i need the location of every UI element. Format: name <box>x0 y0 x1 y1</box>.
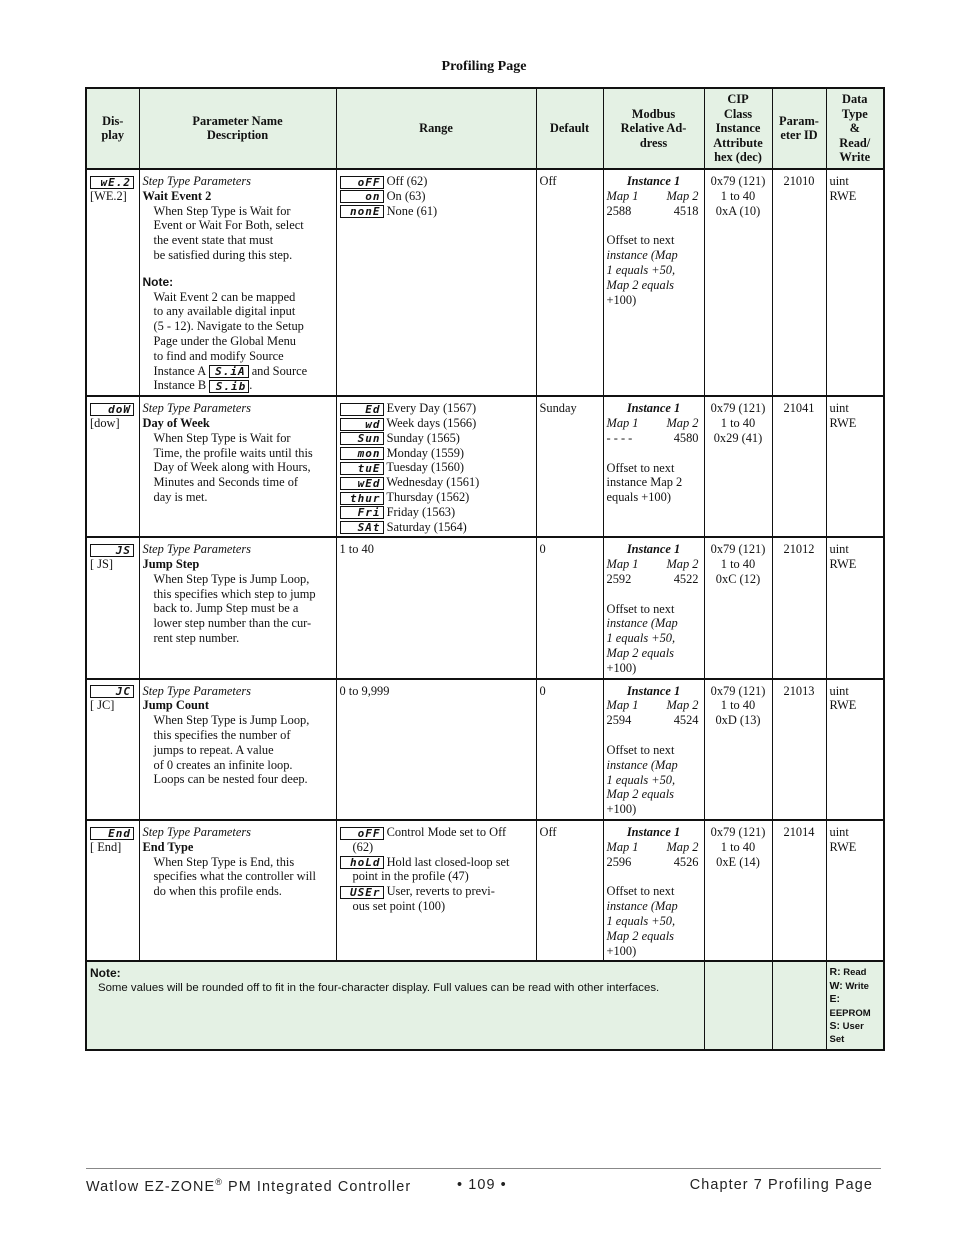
parameter-description: When Step Type is End, this specifies what the controller will do when this profile ends. <box>153 854 316 899</box>
modbus-instance-label: Instance 1 <box>626 542 681 557</box>
display-cell <box>86 537 139 678</box>
seven-segment-display-code: Ed <box>340 403 384 416</box>
footer-divider <box>86 1168 881 1169</box>
seven-segment-display-code: End <box>90 827 134 840</box>
modbus-map-labels: Map 1 Map 2 <box>606 188 699 203</box>
range-option: oFF Control Mode set to Off <box>340 825 533 840</box>
range-option: wEd Wednesday (1561) <box>340 475 533 490</box>
parameter-description: When Step Type is Wait for Time, the profile waits until this Day of Week along with Hours, Minutes and Seconds time of day is met. <box>153 430 313 504</box>
note-cell <box>86 961 704 1049</box>
modbus-map-values: 2596 4526 <box>606 854 699 869</box>
parameter-alias: [ JC] <box>90 698 115 713</box>
range-option: mon Monday (1559) <box>340 446 533 461</box>
range-cell <box>336 169 536 396</box>
note-blank-cell <box>772 961 826 1049</box>
seven-segment-display-code: doW <box>90 403 134 416</box>
seven-segment-display-code: Fri <box>340 506 384 519</box>
range-option: hoLd Hold last closed-loop set <box>340 855 533 870</box>
note-blank-cell <box>704 961 772 1049</box>
modbus-cell <box>603 537 704 678</box>
data-type-cell: uint RWE <box>826 537 884 678</box>
header-parameter-name: Parameter Name Description <box>139 88 336 169</box>
seven-segment-display-code: on <box>340 190 384 203</box>
parameter-id-cell: 21041 <box>772 396 826 537</box>
modbus-map-labels: Map 1 Map 2 <box>606 415 699 430</box>
modbus-offset-note: Offset to next instance Map 2 equals +100) <box>606 460 683 505</box>
data-type-cell: uint RWE <box>826 679 884 820</box>
parameter-category: Step Type Parameters <box>142 825 252 840</box>
modbus-instance-label: Instance 1 <box>626 825 681 840</box>
note-label: Note: <box>142 274 174 289</box>
parameter-category: Step Type Parameters <box>142 683 252 698</box>
header-default: Default <box>536 88 603 169</box>
data-type-cell: uint RWE <box>826 169 884 396</box>
modbus-map-values: 2594 4524 <box>606 713 699 728</box>
range-option: tuE Tuesday (1560) <box>340 460 533 475</box>
header-cip: CIP Class Instance Attribute hex (dec) <box>704 88 772 169</box>
seven-segment-display-code: thur <box>340 492 384 505</box>
modbus-map-labels: Map 1 Map 2 <box>606 557 699 572</box>
table-note-row <box>86 961 884 1049</box>
legend-item: E: EEPROM <box>829 993 871 1019</box>
legend-item: S: User Set <box>829 1020 864 1046</box>
parameter-cell <box>139 679 336 820</box>
cip-cell: 0x79 (121) 1 to 40 0xE (14) <box>704 820 772 961</box>
parameter-name: Wait Event 2 <box>142 188 212 203</box>
modbus-cell <box>603 169 704 396</box>
seven-segment-display-code: S.ib <box>209 380 249 393</box>
modbus-offset-note: Offset to next instance (Map 1 equals +50, Map 2 equals +100) <box>606 233 678 307</box>
default-cell: Off <box>536 820 603 961</box>
seven-segment-display-code: mon <box>340 447 384 460</box>
note-body: Some values will be rounded off to fit in the four-character display. Full values can be read with other interfaces. <box>98 982 660 995</box>
parameter-category: Step Type Parameters <box>142 542 252 557</box>
range-option: oFF Off (62) <box>340 174 533 189</box>
footer-product: Watlow EZ-ZONE® PM Integrated Controller <box>86 1177 412 1195</box>
note-title: Note: <box>90 966 121 981</box>
range-option: on On (63) <box>340 189 533 204</box>
parameter-alias: [ End] <box>90 839 122 854</box>
modbus-instance-label: Instance 1 <box>626 401 681 416</box>
legend-item: R: Read <box>829 966 867 979</box>
table-row <box>86 169 884 396</box>
parameter-description: When Step Type is Jump Loop, this specifies the number of jumps to repeat. A value of 0 creates an infinite loop. Loops can be nested four deep. <box>153 713 310 787</box>
seven-segment-display-code: wd <box>340 418 384 431</box>
range-option: Fri Friday (1563) <box>340 505 533 520</box>
cip-cell: 0x79 (121) 1 to 40 0xD (13) <box>704 679 772 820</box>
profiling-parameter-table <box>85 87 885 1051</box>
modbus-cell <box>603 396 704 537</box>
display-cell <box>86 679 139 820</box>
table-row <box>86 396 884 537</box>
modbus-instance-label: Instance 1 <box>626 173 681 188</box>
parameter-description: When Step Type is Wait for Event or Wait For Both, select the event state that must be satisfied during this step. <box>153 203 304 262</box>
access-legend <box>826 961 884 1049</box>
parameter-cell <box>139 169 336 396</box>
modbus-cell <box>603 679 704 820</box>
table-row <box>86 679 884 820</box>
seven-segment-display-code: SAt <box>340 521 384 534</box>
modbus-offset-note: Offset to next instance (Map 1 equals +50, Map 2 equals +100) <box>606 884 678 958</box>
table-header-row <box>86 88 884 169</box>
parameter-id-cell: 21010 <box>772 169 826 396</box>
modbus-cell <box>603 820 704 961</box>
parameter-alias: [dow] <box>90 415 120 430</box>
seven-segment-display-code: wEd <box>340 477 384 490</box>
parameter-id-cell: 21012 <box>772 537 826 678</box>
parameter-name: Jump Count <box>142 698 209 713</box>
range-option: Ed Every Day (1567) <box>340 401 533 416</box>
range-cell: 0 to 9,999 <box>336 679 536 820</box>
cip-cell: 0x79 (121) 1 to 40 0xA (10) <box>704 169 772 396</box>
default-cell: Sunday <box>536 396 603 537</box>
parameter-id-cell: 21013 <box>772 679 826 820</box>
parameter-name: Jump Step <box>142 557 200 572</box>
range-option: nonE None (61) <box>340 204 533 219</box>
modbus-offset-note: Offset to next instance (Map 1 equals +50, Map 2 equals +100) <box>606 743 678 817</box>
header-modbus: Modbus Relative Ad- dress <box>603 88 704 169</box>
table-row <box>86 537 884 678</box>
range-option: Sun Sunday (1565) <box>340 431 533 446</box>
range-option: SAt Saturday (1564) <box>340 520 533 535</box>
header-parameter-id: Param- eter ID <box>772 88 826 169</box>
data-type-cell: uint RWE <box>826 396 884 537</box>
range-cell: oFF Control Mode set to Off (62) hoLd Hold last closed-loop set point in the profile (47) USEr User, reverts to previ- ous set point (100) <box>336 820 536 961</box>
parameter-note: Wait Event 2 can be mapped to any available digital input (5 - 12). Navigate to the Setup Page under the Global Menu to find and modify Source Instance A S.iA and Source Instance B S.ib . <box>153 289 308 393</box>
parameter-cell <box>139 820 336 961</box>
seven-segment-display-code: S.iA <box>209 365 249 378</box>
parameter-cell <box>139 537 336 678</box>
seven-segment-display-code: oFF <box>340 176 384 189</box>
default-cell: Off <box>536 169 603 396</box>
modbus-instance-label: Instance 1 <box>626 683 681 698</box>
seven-segment-display-code: tuE <box>340 462 384 475</box>
display-cell <box>86 820 139 961</box>
footer-page-number: • 109 • <box>457 1177 507 1193</box>
seven-segment-display-code: USEr <box>340 886 384 899</box>
range-cell: 1 to 40 <box>336 537 536 678</box>
modbus-map-labels: Map 1 Map 2 <box>606 839 699 854</box>
parameter-name: Day of Week <box>142 415 210 430</box>
display-cell <box>86 396 139 537</box>
cip-cell: 0x79 (121) 1 to 40 0xC (12) <box>704 537 772 678</box>
range-option: wd Week days (1566) <box>340 416 533 431</box>
parameter-cell <box>139 396 336 537</box>
parameter-name: End Type <box>142 839 194 854</box>
seven-segment-display-code: nonE <box>340 205 384 218</box>
parameter-category: Step Type Parameters <box>142 173 252 188</box>
parameter-alias: [WE.2] <box>90 188 127 203</box>
seven-segment-display-code: hoLd <box>340 856 384 869</box>
header-display: Dis- play <box>86 88 139 169</box>
range-cell <box>336 396 536 537</box>
range-option: thur Thursday (1562) <box>340 490 533 505</box>
seven-segment-display-code: JC <box>90 685 134 698</box>
modbus-offset-note: Offset to next instance (Map 1 equals +50, Map 2 equals +100) <box>606 601 678 675</box>
seven-segment-display-code: wE.2 <box>90 176 134 189</box>
parameter-description: When Step Type is Jump Loop, this specifies which step to jump back to. Jump Step must be a lower step number than the cur- rent step number. <box>153 571 316 646</box>
modbus-map-values: 2592 4522 <box>606 571 699 586</box>
header-data-type: Data Type & Read/ Write <box>826 88 884 169</box>
default-cell: 0 <box>536 679 603 820</box>
seven-segment-display-code: JS <box>90 544 134 557</box>
modbus-map-values: - - - - 4580 <box>606 430 699 445</box>
modbus-map-values: 2588 4518 <box>606 203 699 218</box>
table-row <box>86 820 884 961</box>
seven-segment-display-code: Sun <box>340 432 384 445</box>
legend-item: W: Write <box>829 979 869 992</box>
footer-chapter: Chapter 7 Profiling Page <box>689 1177 873 1193</box>
header-range: Range <box>336 88 536 169</box>
page-title: Profiling Page <box>441 59 527 74</box>
parameter-id-cell: 21014 <box>772 820 826 961</box>
default-cell: 0 <box>536 537 603 678</box>
data-type-cell: uint RWE <box>826 820 884 961</box>
cip-cell: 0x79 (121) 1 to 40 0x29 (41) <box>704 396 772 537</box>
parameter-category: Step Type Parameters <box>142 401 252 416</box>
parameter-alias: [ JS] <box>90 557 114 572</box>
display-cell <box>86 169 139 396</box>
seven-segment-display-code: oFF <box>340 827 384 840</box>
modbus-map-labels: Map 1 Map 2 <box>606 698 699 713</box>
range-option: USEr User, reverts to previ- <box>340 884 533 899</box>
